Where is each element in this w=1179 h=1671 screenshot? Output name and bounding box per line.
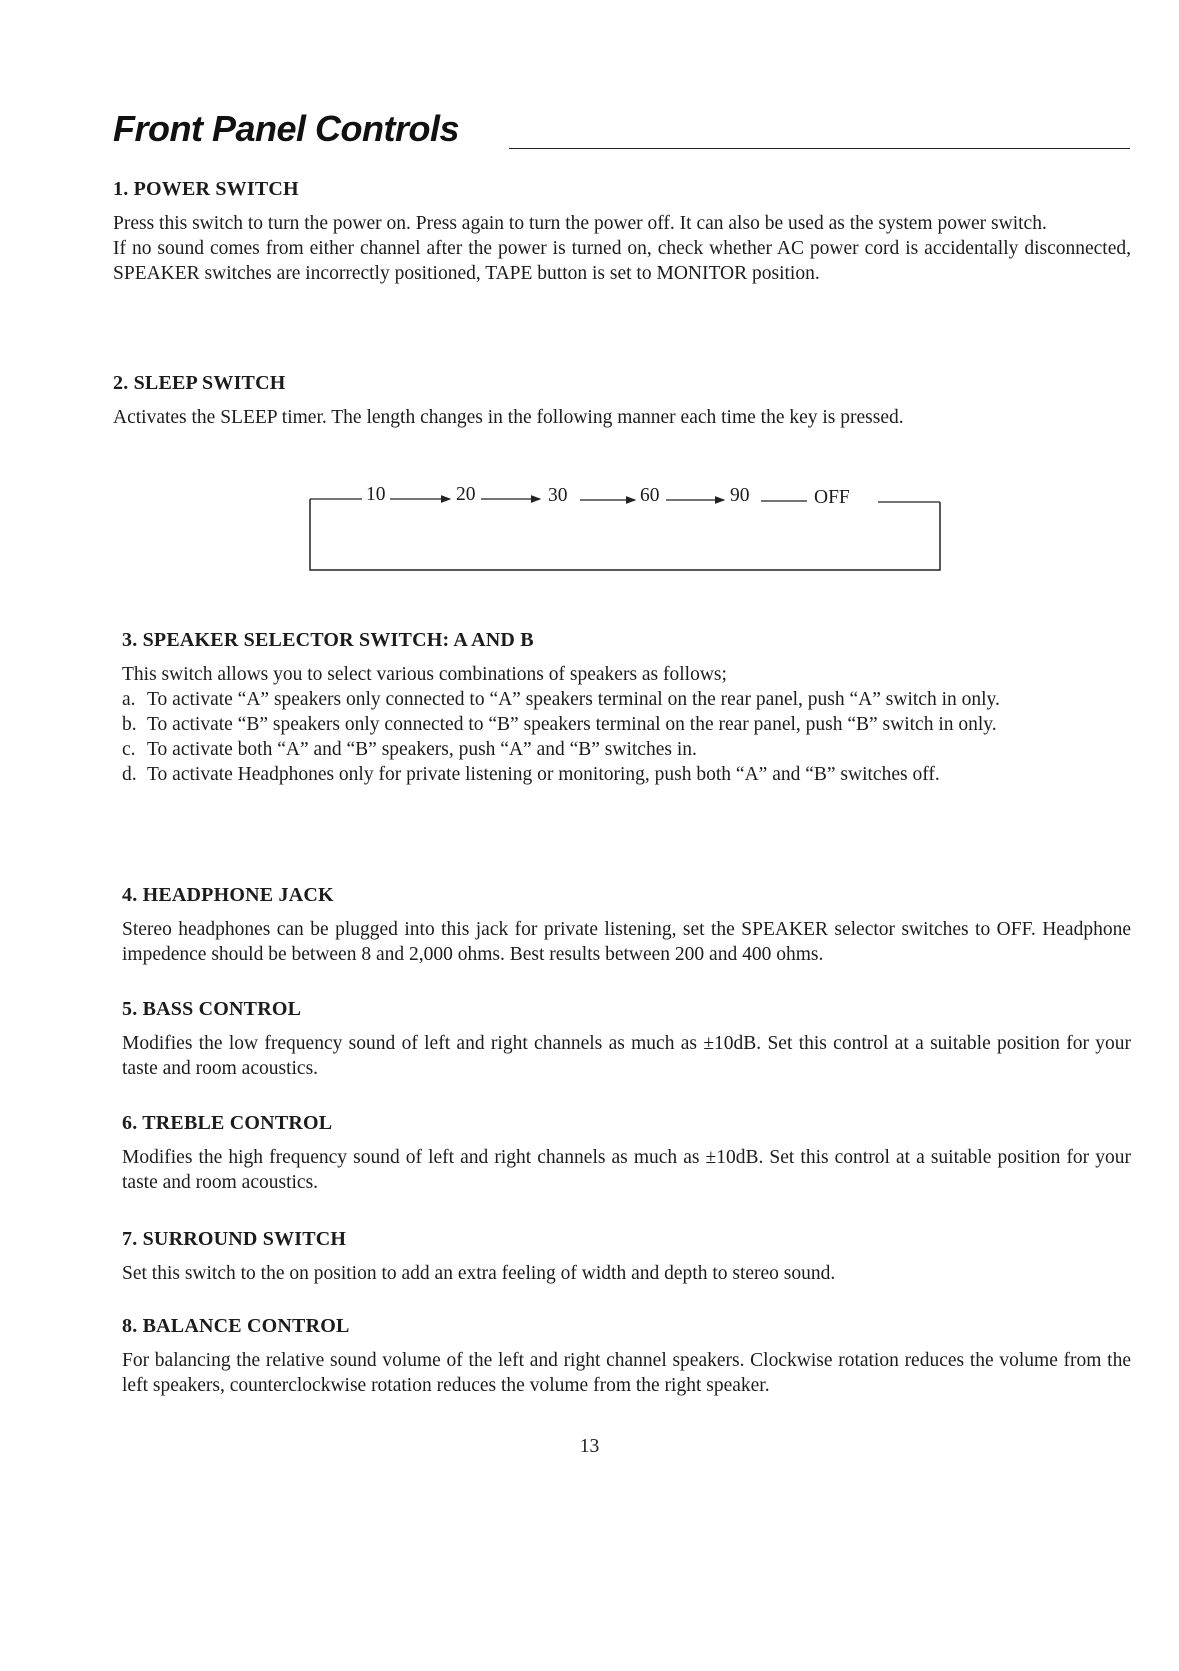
section-sleep-switch <box>113 372 1131 430</box>
section-speaker-selector <box>122 629 1131 787</box>
sleep-step-label: 10 <box>366 484 386 505</box>
section-headphone-jack <box>122 884 1131 967</box>
section-paragraph: Set this switch to the on position to add an extra feeling of width and depth to stereo sound. <box>122 1263 836 1284</box>
section-paragraph: Activates the SLEEP timer. The length changes in the following manner each time the key is pressed. <box>113 407 904 428</box>
list-text: To activate “A” speakers only connected to “A” speakers terminal on the rear panel, push “A” switch in only. <box>147 689 1000 710</box>
title-row <box>113 108 1130 156</box>
section-treble-control <box>122 1112 1131 1195</box>
section-heading: 4. HEADPHONE JACK <box>122 884 334 906</box>
section-heading: 2. SLEEP SWITCH <box>113 372 286 394</box>
section-paragraph: For balancing the relative sound volume of the left and right channel speakers. Clockwise rotation reduces the volume from the left speakers, counterclockwise rotation reduces the volume from the right speaker. <box>122 1350 1131 1396</box>
list-item <box>122 737 1131 762</box>
section-heading: 3. SPEAKER SELECTOR SWITCH: A AND B <box>122 629 534 651</box>
section-paragraph: Stereo headphones can be plugged into this jack for private listening, set the SPEAKER selector switches to OFF. Headphone impedence should be between 8 and 2,000 ohms. Best results between 200 and 400 ohms. <box>122 919 1131 965</box>
section-heading: 6. TREBLE CONTROL <box>122 1112 333 1134</box>
sleep-step-label: OFF <box>814 487 850 508</box>
section-heading: 1. POWER SWITCH <box>113 178 299 200</box>
section-paragraph: Press this switch to turn the power on. Press again to turn the power off. It can also be used as the system power switch. <box>113 213 1047 234</box>
sleep-timer-loop <box>300 484 950 574</box>
section-heading: 5. BASS CONTROL <box>122 998 302 1020</box>
list-text: To activate both “A” and “B” speakers, push “A” and “B” switches in. <box>147 739 697 760</box>
section-power-switch <box>113 178 1131 286</box>
list-item <box>122 687 1131 712</box>
section-heading: 8. BALANCE CONTROL <box>122 1315 350 1337</box>
section-paragraph: Modifies the low frequency sound of left and right channels as much as ±10dB. Set this control at a suitable position for your taste and room acoustics. <box>122 1033 1131 1079</box>
list-item <box>122 762 1131 787</box>
section-surround-switch <box>122 1228 1131 1286</box>
list-marker: c. <box>122 739 136 760</box>
section-balance-control <box>122 1315 1131 1398</box>
section-paragraph: If no sound comes from either channel after the power is turned on, check whether AC power cord is accidentally disconnected, SPEAKER switches are incorrectly positioned, TAPE button is set to MONITOR position. <box>113 238 1131 284</box>
list-item <box>122 712 1131 737</box>
list-text: To activate “B” speakers only connected to “B” speakers terminal on the rear panel, push “B” switch in only. <box>147 714 997 735</box>
sleep-step-label: 20 <box>456 484 476 505</box>
title-rule <box>509 148 1130 149</box>
list-marker: b. <box>122 714 137 735</box>
section-paragraph: This switch allows you to select various combinations of speakers as follows; <box>122 664 727 685</box>
sleep-step-label: 60 <box>640 485 660 506</box>
page-title: Front Panel Controls <box>113 108 460 149</box>
sleep-step-label: 90 <box>730 485 750 506</box>
list-text: To activate Headphones only for private listening or monitoring, push both “A” and “B” switches off. <box>147 764 940 785</box>
section-heading: 7. SURROUND SWITCH <box>122 1228 347 1250</box>
sleep-step-label: 30 <box>548 485 568 506</box>
page-number: 13 <box>579 1436 600 1457</box>
sleep-timer-diagram <box>300 484 950 574</box>
section-paragraph: Modifies the high frequency sound of left and right channels as much as ±10dB. Set this control at a suitable position for your taste and room acoustics. <box>122 1147 1131 1193</box>
list-marker: a. <box>122 689 136 710</box>
section-bass-control <box>122 998 1131 1081</box>
list-marker: d. <box>122 764 137 785</box>
